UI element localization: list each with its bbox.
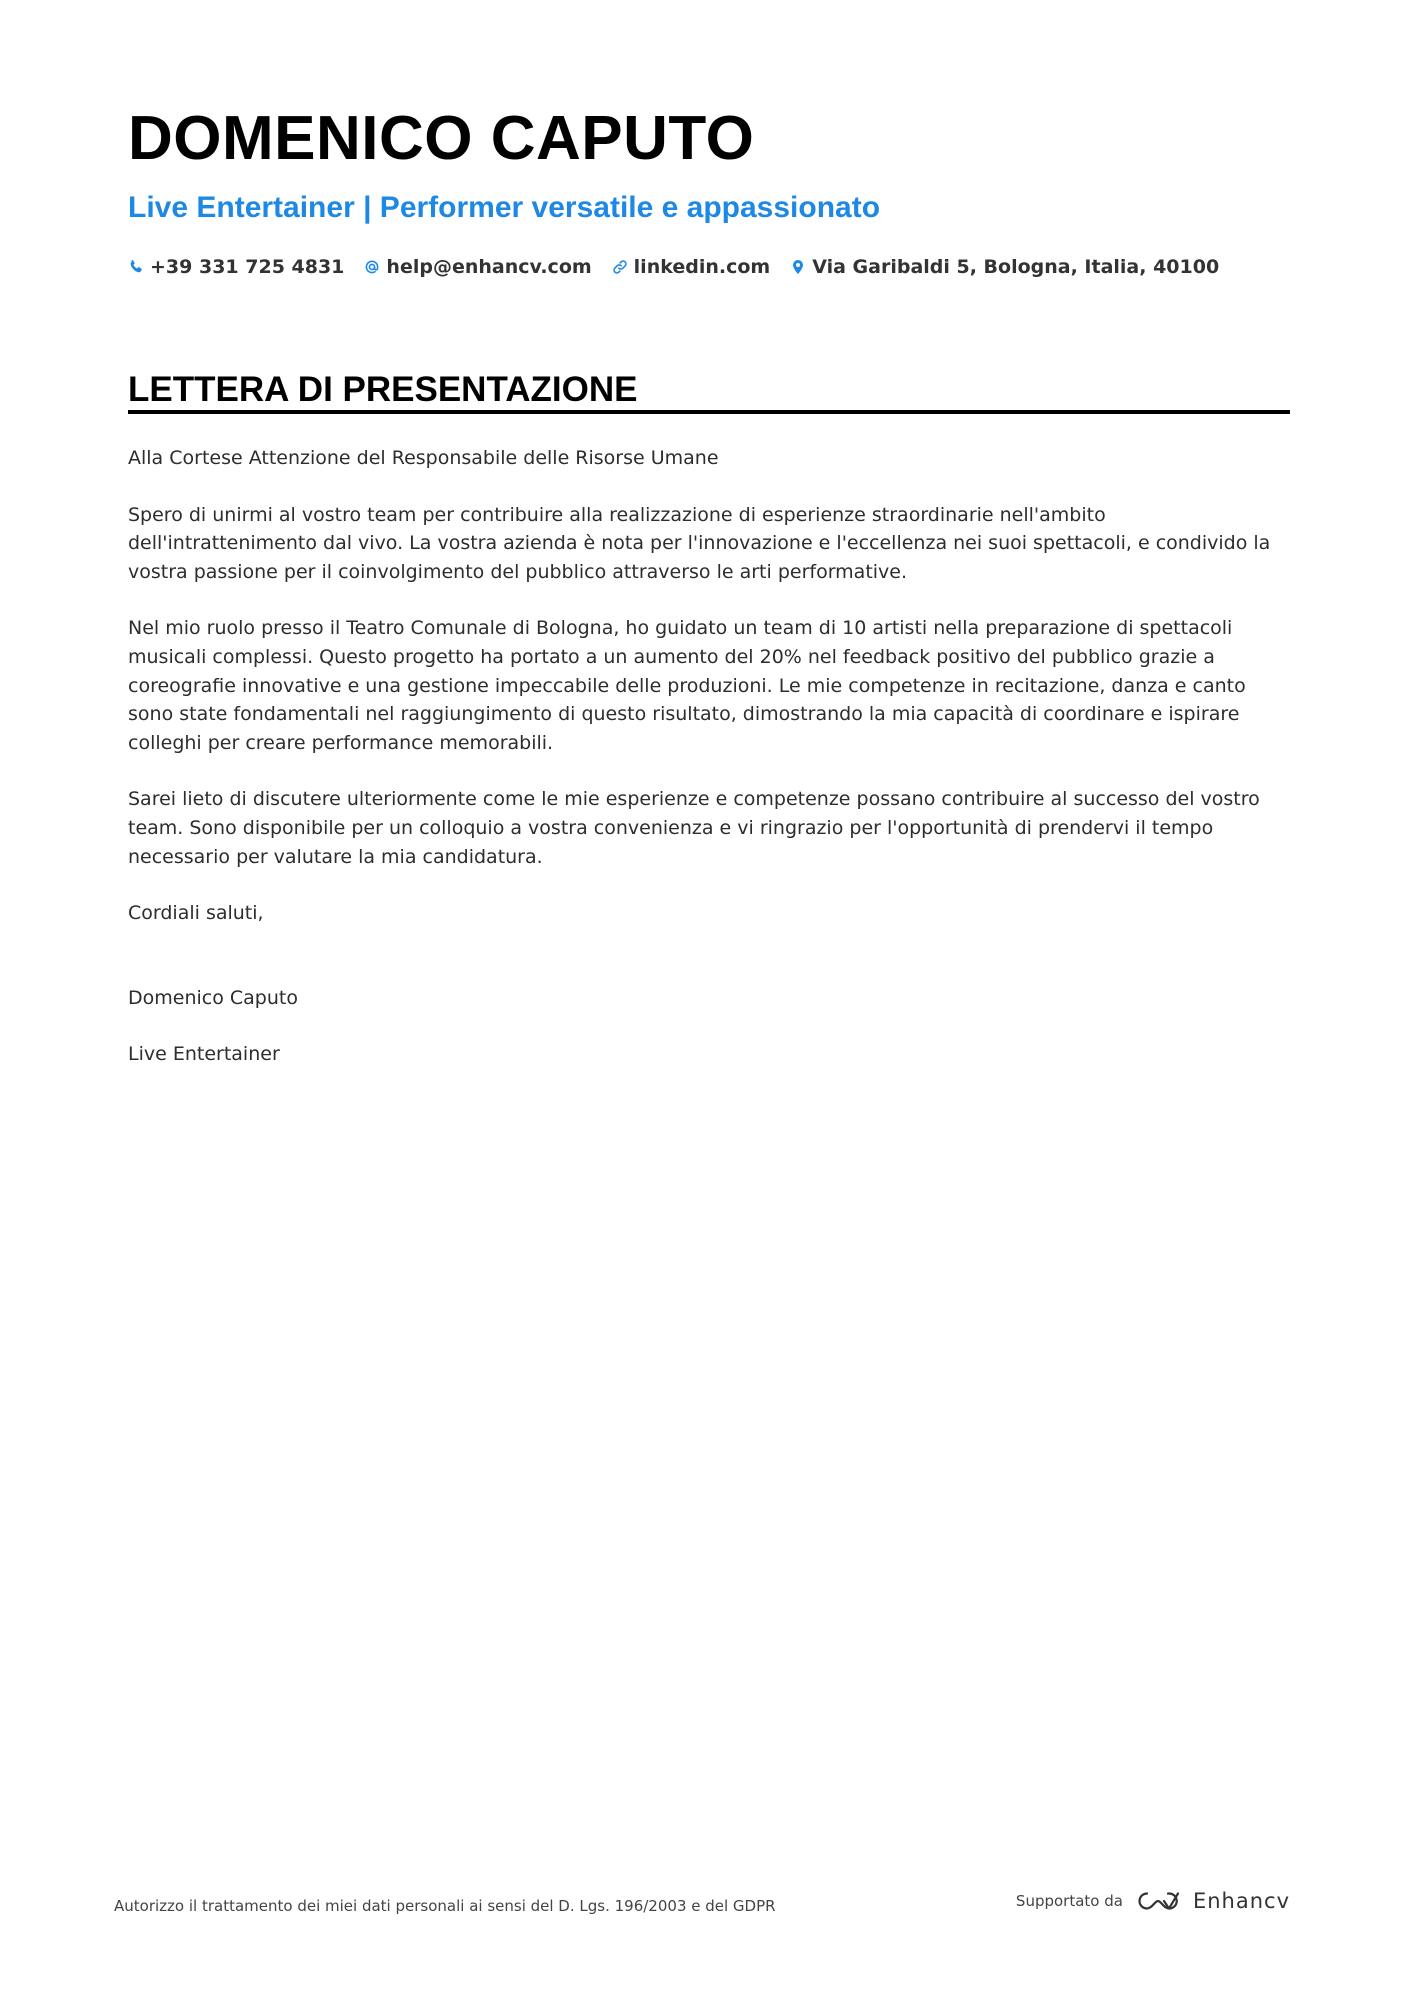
website-text: linkedin.com [633, 256, 771, 278]
candidate-headline: Live Entertainer | Performer versatile e appassionato [128, 191, 881, 224]
letter-closing: Cordiali saluti, [128, 902, 264, 925]
letter-paragraph: Spero di unirmi al vostro team per contribuire alla realizzazione di esperienze straordinarie nell'ambito dell'intrattenimento dal vivo. La vostra azienda è nota per l'innovazione e l'eccellenza nei suoi spettacoli, e condivido la vostra passione per il coinvolgimento del pubblico attraverso le arti performative. [128, 503, 1271, 583]
email-text: help@enhancv.com [386, 256, 592, 278]
supported-by-label: Supportato da [1015, 1892, 1123, 1910]
contact-email[interactable] [364, 256, 591, 278]
letter-paragraph: Sarei lieto di discutere ulteriormente come le mie esperienze e competenze possano contribuire al successo del vostro team. Sono disponibile per un colloquio a vostra convenienza e vi ringrazio per l'opportunità di prendervi il tempo necessario per valutare la mia candidatura. [128, 788, 1260, 868]
contact-address [790, 256, 1219, 278]
signature-title: Live Entertainer [128, 1043, 280, 1066]
section-title: LETTERA DI PRESENTAZIONE [128, 370, 638, 409]
address-text: Via Garibaldi 5, Bologna, Italia, 40100 [812, 256, 1220, 278]
phone-icon [128, 259, 144, 275]
letter-body [128, 444, 1290, 1097]
contact-phone[interactable] [128, 256, 344, 278]
footer-brand[interactable] [1016, 1889, 1290, 1913]
letter-salutation: Alla Cortese Attenzione del Responsabile delle Risorse Umane [128, 447, 719, 469]
letter-paragraph: Nel mio ruolo presso il Teatro Comunale di Bologna, ho guidato un team di 10 artisti nella preparazione di spettacoli musicali complessi. Questo progetto ha portato a un aumento del 20% nel feedback positivo del pubblico grazie a coreografie innovative e una gestione impeccabile delle produzioni. Le mie competenze in recitazione, danza e canto sono state fondamentali nel raggiungimento di questo risultato, dimostrando la mia capacità di coordinare e ispirare colleghi per creare performance memorabili. [128, 617, 1246, 754]
location-pin-icon [790, 259, 806, 275]
contact-website[interactable] [612, 256, 771, 278]
brand-name: Enhancv [1192, 1889, 1290, 1913]
section-divider [128, 410, 1290, 414]
phone-text: +39 331 725 4831 [150, 256, 345, 278]
brand-logo [1135, 1889, 1290, 1913]
signature-name: Domenico Caputo [128, 986, 298, 1009]
candidate-name: DOMENICO CAPUTO [128, 104, 755, 173]
at-icon [364, 259, 380, 275]
enhancv-logo-icon [1135, 1889, 1181, 1913]
contact-bar [128, 256, 1219, 278]
privacy-consent: Autorizzo il trattamento dei miei dati personali ai sensi del D. Lgs. 196/2003 e del GDPR [114, 1897, 776, 1915]
link-icon [612, 259, 628, 275]
